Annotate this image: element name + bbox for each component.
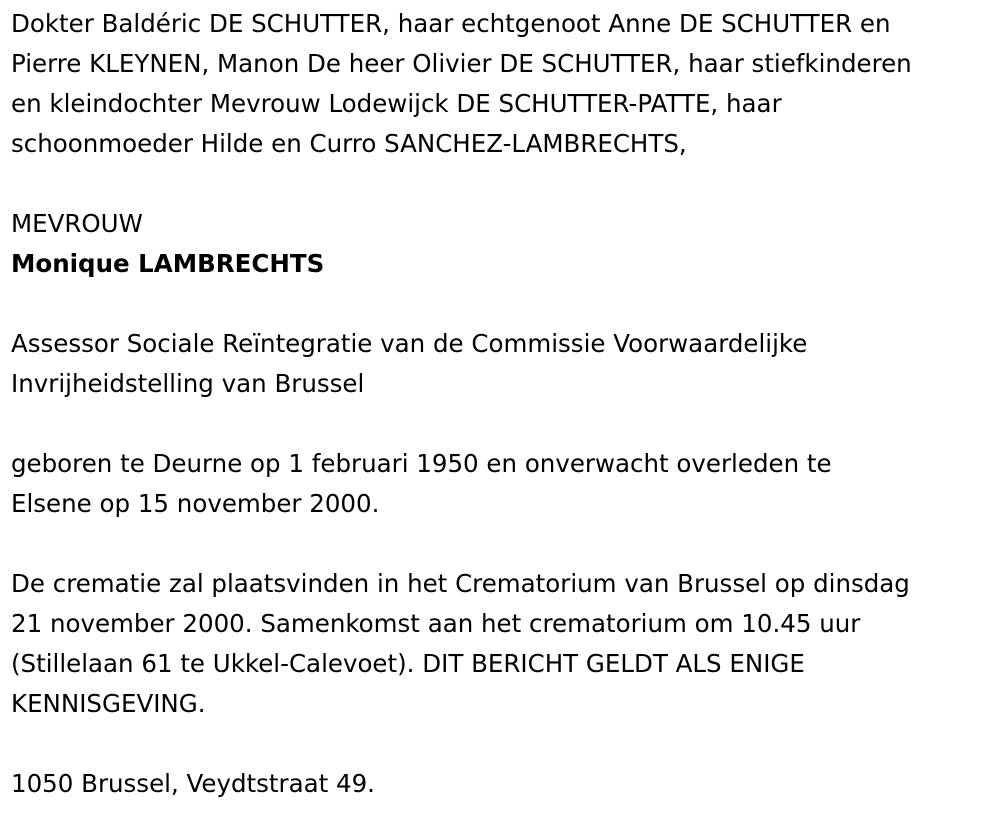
- death-notice: [11, 4, 996, 804]
- birth-death-line: geboren te Deurne op 1 februari 1950 en onverwacht overleden te: [11, 449, 832, 478]
- family-line: en kleindochter Mevrouw Lodewijck DE SCHUTTER-PATTE, haar: [11, 89, 782, 118]
- birth-death-paragraph: [11, 444, 996, 524]
- deceased-title: MEVROUW: [11, 209, 143, 238]
- cremation-line: 21 november 2000. Samenkomst aan het crematorium om 10.45 uur: [11, 609, 861, 638]
- birth-death-line: Elsene op 15 november 2000.: [11, 489, 380, 518]
- family-line: Dokter Baldéric DE SCHUTTER, haar echtgenoot Anne DE SCHUTTER en: [11, 9, 891, 38]
- cremation-line: De crematie zal plaatsvinden in het Crematorium van Brussel op dinsdag: [11, 569, 910, 598]
- spacer: [11, 724, 996, 764]
- address-line: 1050 Brussel, Veydtstraat 49.: [11, 769, 375, 798]
- function-paragraph: [11, 324, 996, 404]
- cremation-paragraph: [11, 564, 996, 724]
- family-line: Pierre KLEYNEN, Manon De heer Olivier DE SCHUTTER, haar stiefkinderen: [11, 49, 912, 78]
- spacer: [11, 524, 996, 564]
- function-line: Invrijheidstelling van Brussel: [11, 369, 365, 398]
- spacer: [11, 404, 996, 444]
- family-line: schoonmoeder Hilde en Curro SANCHEZ-LAMBRECHTS,: [11, 129, 687, 158]
- function-line: Assessor Sociale Reïntegratie van de Commissie Voorwaardelijke: [11, 329, 808, 358]
- deceased-name: Monique LAMBRECHTS: [11, 249, 325, 278]
- family-paragraph: [11, 4, 996, 164]
- cremation-line: (Stillelaan 61 te Ukkel-Calevoet). DIT BERICHT GELDT ALS ENIGE: [11, 649, 805, 678]
- spacer: [11, 164, 996, 204]
- spacer: [11, 284, 996, 324]
- cremation-line: KENNISGEVING.: [11, 689, 206, 718]
